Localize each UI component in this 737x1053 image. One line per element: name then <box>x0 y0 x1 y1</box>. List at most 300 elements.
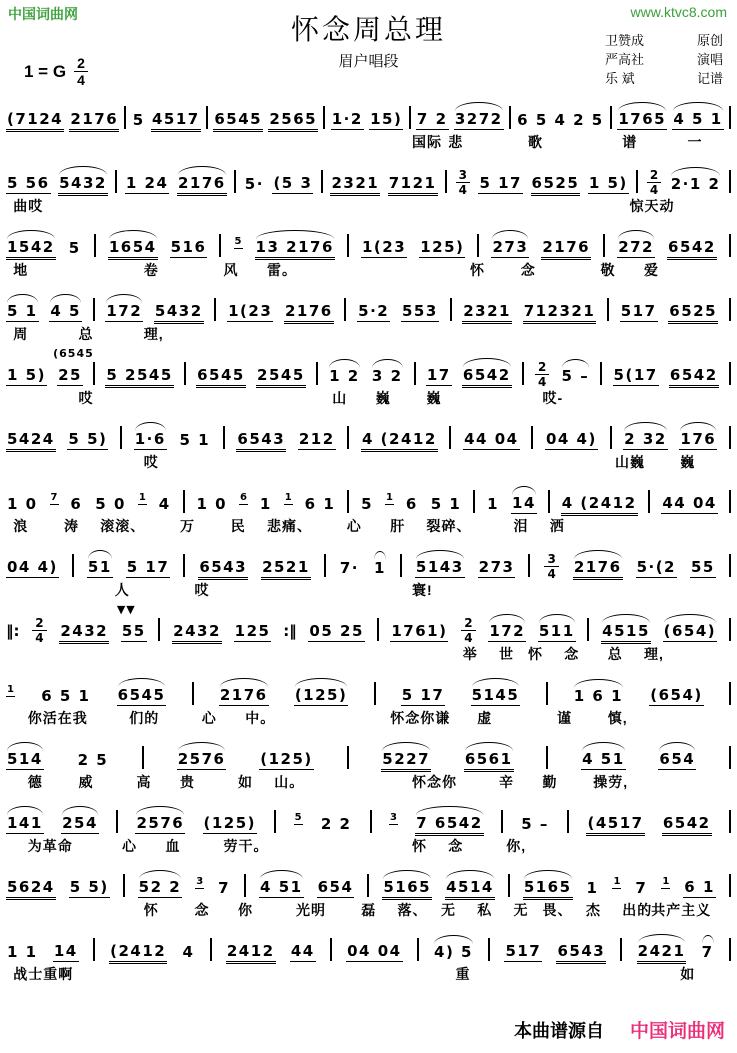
notation-row <box>6 732 731 770</box>
music-system <box>6 412 731 476</box>
note-group: 125 <box>234 622 271 640</box>
note-group: 04 4) <box>545 430 597 448</box>
note-group: 5145 <box>471 686 520 704</box>
lyric: 泪 <box>513 518 529 534</box>
lyric: 国际 <box>412 134 442 150</box>
note-group: 5(17 <box>613 366 658 384</box>
credit-role: 演唱 <box>696 51 723 67</box>
note-group: 2176 <box>177 174 226 192</box>
lyric: 裂碎、 <box>426 518 472 534</box>
note-group: 2412 <box>226 942 275 960</box>
music-system <box>6 540 731 604</box>
note-group: 6 <box>70 495 83 513</box>
barline <box>600 362 602 385</box>
lyric: 慎, <box>607 710 628 726</box>
barline <box>636 170 638 193</box>
lyric: 曲哎 <box>13 198 44 214</box>
barline <box>610 106 612 129</box>
note-group: 517 <box>505 942 542 960</box>
barline: :‖ <box>283 622 297 640</box>
note-group: 5 5) <box>69 878 109 896</box>
note-group: 1 24 <box>125 174 169 192</box>
note-group: 254 <box>62 814 98 832</box>
lyric: 心 <box>346 518 362 534</box>
note-group: 125) <box>420 238 465 256</box>
lyric: 肝 <box>390 518 406 534</box>
page-subtitle: 眉户唱段 <box>338 54 399 70</box>
note-group: (5 3 <box>273 174 313 192</box>
barline <box>158 618 160 641</box>
barline <box>183 554 185 577</box>
note-group: (654) <box>650 686 703 704</box>
lyric: 举 <box>462 646 478 662</box>
lyric: 德 <box>27 774 43 790</box>
lyric: 威 <box>78 774 94 790</box>
time-signature-bottom: 4 <box>35 631 44 645</box>
barline <box>344 298 346 321</box>
barline <box>729 874 731 897</box>
note-group: 176 <box>680 430 717 448</box>
note-group: 6561 <box>464 750 513 768</box>
lyric: 勤 <box>542 774 558 790</box>
notation-row <box>6 92 731 130</box>
barline <box>531 426 533 449</box>
lyric: 总 <box>78 326 94 342</box>
lyric: 杰 <box>586 902 601 918</box>
note-group: 5 – <box>521 815 549 833</box>
lyric: 如 <box>238 774 253 790</box>
barline <box>116 810 118 833</box>
lyric: 如 <box>680 966 696 982</box>
barline <box>449 426 451 449</box>
grace-note: 1 <box>284 492 292 503</box>
lyric: 敬 <box>600 262 616 278</box>
barline <box>445 170 447 193</box>
note-group: 1·2 <box>331 110 363 128</box>
lyric: 战士重啊 <box>13 966 74 982</box>
lyric: 哎 <box>143 454 159 470</box>
note-group: 04 04 <box>347 942 402 960</box>
note-group: 212 <box>298 430 335 448</box>
note-group: 2176 <box>542 238 591 256</box>
note-group: 5 0 <box>95 495 126 513</box>
note-group: (2412 <box>110 942 167 960</box>
credit-name: 严高社 <box>605 51 645 67</box>
note-group: 7 <box>218 879 231 897</box>
note-group: 1 0 <box>196 495 228 513</box>
note-group: 7 6542 <box>416 814 483 832</box>
barline <box>347 746 349 769</box>
notation-row <box>6 540 731 581</box>
score <box>6 92 731 988</box>
site-link-left[interactable]: 中国词曲网 <box>8 6 78 22</box>
note-group: 6543 <box>199 558 248 576</box>
barline <box>192 682 194 705</box>
barline <box>417 938 419 961</box>
note-group: 6543 <box>557 942 606 960</box>
note-group: 2576 <box>177 750 226 768</box>
lyric: 落、 <box>397 902 428 918</box>
barline <box>374 682 376 705</box>
annotation-above: (6545 <box>53 347 94 360</box>
lyric: 念 <box>194 902 210 918</box>
lyric: 怀 <box>143 902 159 918</box>
grace-note: 1 <box>613 876 621 887</box>
grace-note: 3 <box>390 812 397 823</box>
barline: ‖: <box>6 622 20 640</box>
barline <box>142 746 144 769</box>
barline <box>367 874 369 897</box>
note-group: 273 <box>478 558 515 576</box>
key-text: 1 = G <box>24 61 67 81</box>
barline <box>234 170 236 193</box>
note-group: 7121 <box>388 174 437 192</box>
barline <box>124 106 126 129</box>
lyric: 操劳, <box>593 774 629 790</box>
note-group: 14 <box>53 942 78 960</box>
lyric: 无 <box>441 902 456 918</box>
lyric: 山 <box>332 390 348 406</box>
barline <box>501 810 503 833</box>
lyric: 中。 <box>245 710 276 726</box>
barline <box>316 362 318 385</box>
time-signature <box>647 169 661 196</box>
note-group: (7124 <box>7 110 64 128</box>
note-group: 517 <box>620 302 657 320</box>
barline <box>210 938 212 961</box>
lyric: 寰! <box>412 582 433 598</box>
note-group: 5624 <box>7 878 55 896</box>
lyric: 磊 <box>361 902 377 918</box>
note-group: 4 <box>158 495 171 513</box>
note-group: 2176 <box>284 302 333 320</box>
note-group: (4517 <box>587 814 644 832</box>
lyric: 惊天动 <box>629 198 675 214</box>
lyric: 世 <box>499 646 514 662</box>
note-group: 44 04 <box>464 430 519 448</box>
lyric: 你 <box>238 902 253 918</box>
note-group: 5165 <box>383 878 432 896</box>
note-group: 654 <box>659 750 696 768</box>
barline <box>323 106 325 129</box>
barline <box>274 810 276 833</box>
barline <box>93 298 95 321</box>
note-group: 5165 <box>523 878 572 896</box>
barline <box>729 234 731 257</box>
note-group: 4 (2412 <box>561 494 637 512</box>
note-group: 1 5) <box>588 174 628 192</box>
lyric: 巍 <box>426 390 442 406</box>
note-group: 516 <box>170 238 207 256</box>
lyric: 哎 <box>78 390 94 406</box>
note-group: 5 1 <box>430 495 462 513</box>
lyric: 卷 <box>143 262 159 278</box>
note-group: 5 <box>68 239 81 257</box>
note-group: 6545 <box>117 686 166 704</box>
notation-row <box>6 412 731 450</box>
barline <box>729 426 731 449</box>
lyric: 们的 <box>129 710 160 726</box>
note-group: 2 2 <box>320 815 352 833</box>
lyric: 怀 <box>528 646 543 662</box>
music-system <box>6 604 731 668</box>
barline <box>648 490 650 513</box>
barline <box>450 298 452 321</box>
grace-note: 1 <box>138 492 146 503</box>
time-signature <box>32 617 46 644</box>
note-group: 6 1 <box>304 495 336 513</box>
note-group: 5 17 <box>479 174 522 192</box>
grace-note: 5 <box>294 812 302 823</box>
note-group: 2321 <box>331 174 380 192</box>
barline <box>729 490 731 513</box>
note-group: 44 <box>290 942 315 960</box>
grace-note: 1 <box>385 492 393 503</box>
note-group: 1(23 <box>362 238 407 256</box>
note-group: 654 <box>317 878 354 896</box>
notation-row <box>6 220 731 258</box>
lyric: 滚滚、 <box>100 518 146 534</box>
barline <box>729 618 731 641</box>
lyric: 为革命 <box>27 838 73 854</box>
music-system <box>6 348 731 412</box>
time-signature-bottom: 4 <box>464 631 473 645</box>
note-group: 1765 <box>618 110 667 128</box>
note-group: 5227 <box>382 750 431 768</box>
time-signature-top: 2 <box>32 617 46 631</box>
grace-note: 1 <box>7 684 14 695</box>
note-group: (125) <box>260 750 313 768</box>
barline <box>522 362 524 385</box>
note-group: 272 <box>618 238 654 256</box>
notation-row <box>6 156 731 197</box>
lyric: 民 <box>230 518 246 534</box>
barline <box>206 106 208 129</box>
lyric: 辛 <box>499 774 514 790</box>
time-signature-top: 3 <box>544 553 558 567</box>
lyric: 出的 <box>622 902 653 918</box>
notation-row <box>6 796 731 834</box>
lyric: 心 <box>201 710 217 726</box>
credit-row <box>605 70 723 89</box>
barline <box>93 362 95 385</box>
note-group: 141 <box>7 814 43 832</box>
note-group: 52 2 <box>138 878 182 896</box>
note-group: 55 <box>691 558 715 576</box>
barline <box>546 746 548 769</box>
footer-source-site[interactable]: 中国词曲网 <box>629 1021 725 1042</box>
lyric: 你活在我 <box>27 710 88 726</box>
time-signature <box>461 617 475 644</box>
barline <box>567 810 569 833</box>
note-group: 2 5 <box>77 751 109 769</box>
barline <box>219 234 221 257</box>
lyric: 怀念你 <box>412 774 457 790</box>
credit-role: 记谱 <box>696 70 723 86</box>
note-group: 2565 <box>269 110 318 128</box>
barline <box>370 810 372 833</box>
barline <box>548 490 550 513</box>
note-group: 6 1 <box>684 878 715 896</box>
notation-row <box>6 476 731 514</box>
barline <box>729 554 731 577</box>
music-system <box>6 668 731 732</box>
time-signature <box>544 553 558 580</box>
note-group: 4517 <box>151 110 200 128</box>
note-group: 1761) <box>391 622 448 640</box>
note-group: 5424 <box>7 430 55 448</box>
barline <box>508 874 510 897</box>
note-group: 5 17 <box>401 686 445 704</box>
note-group: 2 32 <box>624 430 667 448</box>
note-group: 1 5) <box>7 366 46 384</box>
time-signature-top: 2 <box>535 361 549 375</box>
barline <box>115 170 117 193</box>
music-system <box>6 284 731 348</box>
note-group: 1 <box>373 559 386 577</box>
notation-row <box>6 284 731 322</box>
music-system <box>6 860 731 924</box>
lyric: 周 <box>13 326 29 342</box>
note-group: 5 – <box>561 367 590 385</box>
lyric: 哎 <box>194 582 210 598</box>
grace-note: 1 <box>662 876 670 887</box>
note-group: 6 5 1 <box>41 687 91 705</box>
note-group: 1654 <box>108 238 157 256</box>
lyric: 念 <box>448 838 464 854</box>
note-group: 5 <box>132 111 145 129</box>
note-group: 5·(2 <box>636 558 676 576</box>
grace-note: 5 <box>234 236 242 247</box>
note-group: 5·2 <box>358 302 390 320</box>
note-group: 5 2545 <box>106 366 173 384</box>
lyric: 一 <box>687 134 703 150</box>
grace-note: 6 <box>240 492 247 503</box>
lyric: 巍 <box>680 454 696 470</box>
time-signature <box>535 361 549 388</box>
barline <box>330 938 332 961</box>
credit-row <box>605 51 723 70</box>
lyric: 山巍 <box>615 454 645 470</box>
barline <box>729 746 731 769</box>
note-group: 1 <box>586 879 599 897</box>
note-group: 1 <box>259 495 272 513</box>
note-group: 4 (2412 <box>362 430 437 448</box>
note-group: 2421 <box>637 942 686 960</box>
note-group: 6525 <box>669 302 718 320</box>
lyric: 念 <box>564 646 580 662</box>
note-group: 2521 <box>262 558 310 576</box>
note-group: 05 25 <box>309 622 364 640</box>
note-group: 5 1 <box>179 431 211 449</box>
music-system <box>6 92 731 156</box>
note-group: 5 <box>361 495 374 513</box>
barline <box>488 938 490 961</box>
note-group: 1·6 <box>134 430 166 448</box>
barline <box>93 938 95 961</box>
note-group: 2576 <box>136 814 185 832</box>
barline <box>244 874 246 897</box>
lyric: 雷。 <box>267 262 297 278</box>
note-group: (125) <box>294 686 348 704</box>
note-group: 7· <box>339 559 359 577</box>
lyric: 光明 <box>296 902 326 918</box>
key-signature <box>24 56 89 87</box>
time-signature-bottom: 4 <box>458 183 467 197</box>
time-signature-top: 2 <box>461 617 475 631</box>
barline <box>603 234 605 257</box>
lyric: 贵 <box>180 774 195 790</box>
page-title: 怀念周总理 <box>290 15 446 46</box>
footer <box>514 1016 725 1043</box>
note-group: 1(23 <box>228 302 273 320</box>
notation-row <box>6 924 731 962</box>
music-system <box>6 732 731 796</box>
time-signature-bottom: 4 <box>649 183 659 197</box>
time-signature-top: 2 <box>647 169 661 183</box>
lyric: 歌 <box>528 134 543 150</box>
note-group: 7 <box>635 879 648 897</box>
note-group: 712321 <box>523 302 596 320</box>
note-group: 1 1 <box>7 943 38 961</box>
note-group: 553 <box>401 302 438 320</box>
annotation-above: ▼▼ <box>116 603 136 616</box>
barline <box>729 298 731 321</box>
barline <box>477 234 479 257</box>
note-group: 4515 <box>602 622 650 640</box>
meter-fraction <box>74 56 88 87</box>
barline <box>729 682 731 705</box>
note-group: 5 56 <box>7 174 50 192</box>
time-signature-bottom: 4 <box>538 375 547 389</box>
meter-top: 2 <box>74 56 88 72</box>
lyric: 巍 <box>375 390 391 406</box>
barline <box>400 554 402 577</box>
lyric: 万 <box>180 518 195 534</box>
note-group: 2·1 2 <box>670 175 721 193</box>
lyric: 理, <box>644 646 664 662</box>
note-group: 4514 <box>446 878 494 896</box>
lyric: 怀念你谦 <box>390 710 451 726</box>
site-link-right[interactable]: www.ktvc8.com <box>630 4 727 20</box>
note-group: 4 51 <box>260 878 303 896</box>
barline <box>347 426 349 449</box>
note-group: 4) 5 <box>434 943 473 961</box>
note-group: 13 2176 <box>255 238 334 256</box>
note-group: 7 2 <box>416 110 448 128</box>
barline <box>223 426 225 449</box>
note-group: 511 <box>538 622 575 640</box>
note-group: 1 6 1 <box>573 687 624 705</box>
note-group: 4 51 <box>582 750 625 768</box>
credits <box>605 32 723 89</box>
barline <box>729 938 731 961</box>
note-group: 6542 <box>668 238 716 256</box>
notation-row <box>6 668 731 706</box>
note-group: 1 0 <box>7 495 38 513</box>
lyric: 劳干。 <box>223 838 269 854</box>
note-group: 5432 <box>59 174 107 192</box>
note-group: (654) <box>663 622 717 640</box>
note-group: 4 <box>182 943 195 961</box>
barline <box>409 106 411 129</box>
note-group: 5432 <box>154 302 203 320</box>
barline <box>528 554 530 577</box>
note-group: 2176 <box>573 558 622 576</box>
music-system <box>6 156 731 220</box>
barline <box>620 938 622 961</box>
note-group: 3 2 <box>371 367 403 385</box>
